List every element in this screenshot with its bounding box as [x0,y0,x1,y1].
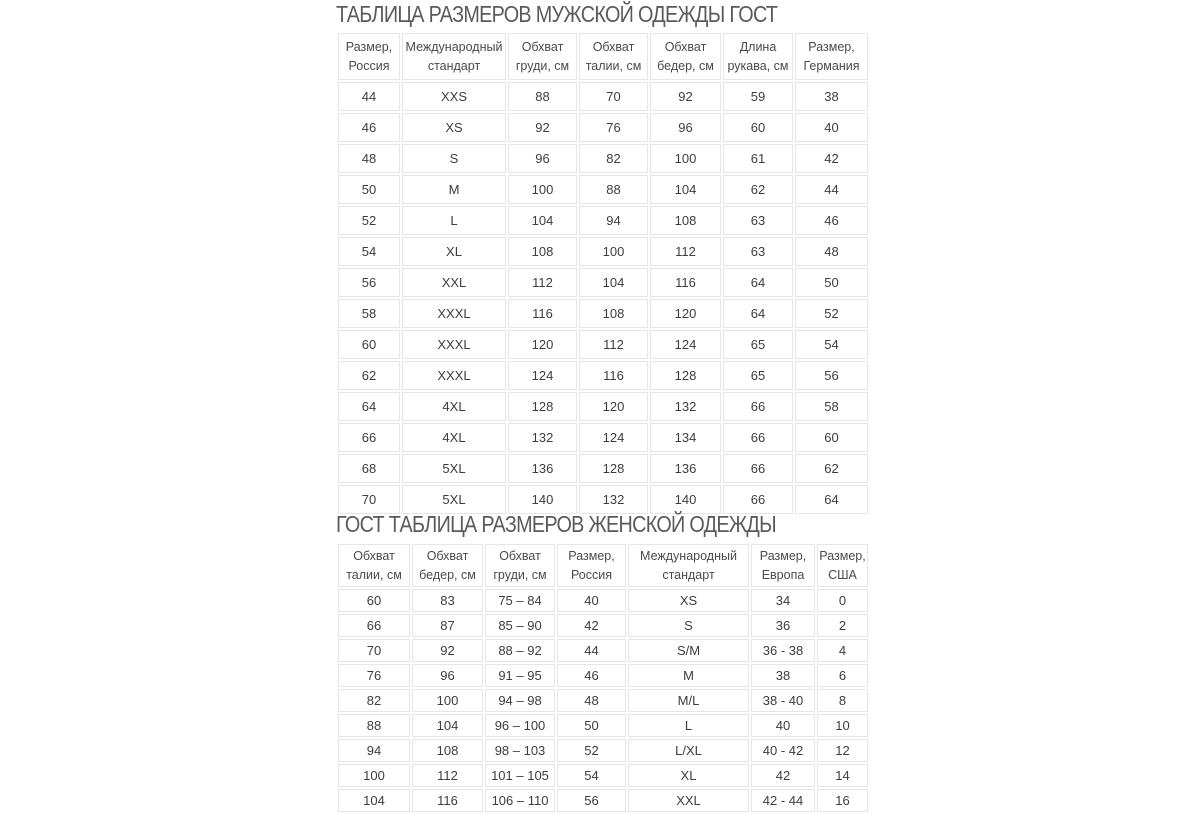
table-cell: 82 [338,689,410,712]
table-cell: 83 [412,589,483,612]
table-cell: 112 [508,268,577,297]
table-cell: S/M [628,639,749,662]
table-cell: 56 [557,789,626,812]
table-cell: 66 [338,423,400,452]
header-line: талии, см [585,58,642,73]
table-cell: 92 [412,639,483,662]
header-line: Длина [739,39,777,54]
table-cell: 44 [338,82,400,111]
table-cell: 12 [817,739,868,762]
table-cell: XXXL [402,299,506,328]
table-cell: XXL [628,789,749,812]
table-cell: 16 [817,789,868,812]
table-cell: 44 [557,639,626,662]
table-cell: 100 [650,144,721,173]
table-cell: 108 [508,237,577,266]
table-cell: 104 [579,268,648,297]
men-column-header [795,33,868,80]
header-line: рукава, см [727,58,789,73]
women-column-header [557,544,626,587]
table-cell: 50 [338,175,400,204]
table-cell: 42 [751,764,815,787]
table-row [338,330,868,359]
table-row [338,361,868,390]
header-line: Размер, [819,548,866,563]
table-cell: 112 [650,237,721,266]
table-row [338,392,868,421]
header-line: Европа [761,567,805,582]
men-column-header [579,33,648,80]
table-cell: 56 [338,268,400,297]
table-cell: 42 [795,144,868,173]
table-cell: 36 - 38 [751,639,815,662]
table-cell: 60 [338,589,410,612]
table-cell: 42 [557,614,626,637]
header-line: стандарт [662,567,715,582]
table-row [338,589,868,612]
table-cell: 48 [795,237,868,266]
table-cell: 140 [508,485,577,514]
women-column-header [751,544,815,587]
table-cell: 96 [412,664,483,687]
table-cell: 66 [723,423,793,452]
table-cell: 64 [723,268,793,297]
header-line: стандарт [427,58,481,73]
table-cell: 61 [723,144,793,173]
table-cell: 10 [817,714,868,737]
table-cell: 88 [338,714,410,737]
table-row [338,144,868,173]
women-column-header [485,544,555,587]
table-cell: 48 [557,689,626,712]
table-cell: 100 [508,175,577,204]
table-cell: 50 [557,714,626,737]
table-cell: 60 [723,113,793,142]
table-cell: 92 [508,113,577,142]
table-cell: 42 - 44 [751,789,815,812]
table-row [338,664,868,687]
table-cell: 112 [579,330,648,359]
header-line: Обхват [592,39,635,54]
table-cell: 104 [508,206,577,235]
table-cell: 124 [508,361,577,390]
table-cell: 6 [817,664,868,687]
table-cell: 116 [412,789,483,812]
table-cell: 70 [338,639,410,662]
men-header-row [338,33,868,80]
table-cell: S [628,614,749,637]
table-cell: 63 [723,237,793,266]
header-line: Россия [571,567,612,582]
table-cell: 76 [338,664,410,687]
table-cell: 8 [817,689,868,712]
table-cell: 52 [338,206,400,235]
table-cell: 132 [508,423,577,452]
table-cell: 116 [650,268,721,297]
men-column-header [723,33,793,80]
table-cell: XXS [402,82,506,111]
women-size-table-title: ГОСТ ТАБЛИЦА РАЗМЕРОВ ЖЕНСКОЙ ОДЕЖДЫ [336,511,776,537]
header-line: Размер, [568,548,615,563]
table-cell: 56 [795,361,868,390]
table-cell: 4 [817,639,868,662]
table-cell: 140 [650,485,721,514]
header-line: Обхват [499,548,541,563]
table-cell: 66 [338,614,410,637]
table-cell: 108 [650,206,721,235]
table-cell: 136 [650,454,721,483]
table-cell: 134 [650,423,721,452]
header-line: Международный [640,548,737,563]
table-cell: 64 [338,392,400,421]
men-column-header [402,33,506,80]
table-row [338,206,868,235]
header-line: бедер, см [657,58,714,73]
table-cell: 91 – 95 [485,664,555,687]
table-cell: 40 [557,589,626,612]
header-line: Размер, [808,39,855,54]
table-cell: 120 [579,392,648,421]
table-cell: 96 [650,113,721,142]
table-cell: 104 [412,714,483,737]
table-cell: L [628,714,749,737]
table-cell: 59 [723,82,793,111]
table-cell: 98 – 103 [485,739,555,762]
table-cell: 88 [579,175,648,204]
table-cell: 34 [751,589,815,612]
table-cell: 70 [338,485,400,514]
table-cell: 85 – 90 [485,614,555,637]
table-cell: 65 [723,330,793,359]
table-cell: 63 [723,206,793,235]
table-cell: 2 [817,614,868,637]
table-row [338,714,868,737]
table-cell: 54 [557,764,626,787]
table-row [338,614,868,637]
table-cell: 76 [579,113,648,142]
table-cell: 88 – 92 [485,639,555,662]
table-cell: 101 – 105 [485,764,555,787]
men-column-header [650,33,721,80]
table-cell: 94 [579,206,648,235]
table-cell: 50 [795,268,868,297]
men-column-header [338,33,400,80]
table-cell: 62 [338,361,400,390]
table-cell: 62 [795,454,868,483]
table-cell: 104 [650,175,721,204]
table-cell: 100 [579,237,648,266]
table-cell: XL [628,764,749,787]
table-cell: M [402,175,506,204]
table-row [338,423,868,452]
women-size-table [336,542,870,814]
table-cell: L/XL [628,739,749,762]
table-row [338,237,868,266]
table-cell: M [628,664,749,687]
table-cell: 36 [751,614,815,637]
table-cell: 54 [795,330,868,359]
table-cell: 0 [817,589,868,612]
table-cell: 64 [795,485,868,514]
table-cell: 64 [723,299,793,328]
table-cell: 46 [338,113,400,142]
table-cell: 58 [795,392,868,421]
table-cell: 112 [412,764,483,787]
header-line: Обхват [426,548,469,563]
table-cell: 96 – 100 [485,714,555,737]
table-cell: 52 [795,299,868,328]
table-cell: 136 [508,454,577,483]
women-column-header [338,544,410,587]
table-cell: 40 - 42 [751,739,815,762]
men-size-table [336,31,870,516]
table-cell: 40 [795,113,868,142]
table-row [338,764,868,787]
table-cell: 75 – 84 [485,589,555,612]
table-cell: 94 – 98 [485,689,555,712]
header-line: Германия [803,58,860,73]
table-cell: 100 [412,689,483,712]
header-line: Обхват [664,39,707,54]
table-cell: 94 [338,739,410,762]
header-line: груди, см [493,567,547,582]
table-cell: 52 [557,739,626,762]
table-cell: 38 [795,82,868,111]
table-cell: 54 [338,237,400,266]
table-row [338,82,868,111]
table-cell: XXL [402,268,506,297]
table-cell: M/L [628,689,749,712]
women-column-header [628,544,749,587]
table-cell: 4XL [402,392,506,421]
table-row [338,268,868,297]
table-cell: 40 [751,714,815,737]
table-cell: 108 [412,739,483,762]
table-cell: 46 [795,206,868,235]
table-cell: 88 [508,82,577,111]
table-cell: XS [628,589,749,612]
table-cell: 104 [338,789,410,812]
table-cell: 116 [579,361,648,390]
table-cell: 5XL [402,454,506,483]
table-cell: 48 [338,144,400,173]
table-cell: 108 [579,299,648,328]
table-row [338,689,868,712]
header-line: талии, см [346,567,402,582]
table-cell: 120 [508,330,577,359]
table-cell: 87 [412,614,483,637]
table-cell: 120 [650,299,721,328]
table-cell: 66 [723,392,793,421]
table-cell: 4XL [402,423,506,452]
table-row [338,454,868,483]
table-cell: XL [402,237,506,266]
men-size-table-title: ТАБЛИЦА РАЗМЕРОВ МУЖСКОЙ ОДЕЖДЫ ГОСТ [336,1,778,27]
table-row [338,639,868,662]
table-cell: S [402,144,506,173]
table-cell: 66 [723,485,793,514]
header-line: Размер, [759,548,807,563]
table-cell: 66 [723,454,793,483]
header-line: Размер, [345,39,393,54]
table-cell: 132 [650,392,721,421]
table-cell: 106 – 110 [485,789,555,812]
table-cell: 124 [650,330,721,359]
table-cell: 60 [795,423,868,452]
header-line: Россия [348,58,390,73]
table-cell: 68 [338,454,400,483]
women-header-row [338,544,868,587]
table-cell: 5XL [402,485,506,514]
table-cell: 14 [817,764,868,787]
table-cell: 58 [338,299,400,328]
table-cell: 38 [751,664,815,687]
table-cell: 82 [579,144,648,173]
table-row [338,299,868,328]
table-cell: 132 [579,485,648,514]
header-line: Обхват [521,39,564,54]
table-cell: 38 - 40 [751,689,815,712]
table-cell: 128 [650,361,721,390]
women-column-header [412,544,483,587]
table-cell: 46 [557,664,626,687]
header-line: бедер, см [419,567,476,582]
table-cell: 128 [508,392,577,421]
table-row [338,789,868,812]
table-row [338,175,868,204]
header-line: груди, см [515,58,570,73]
women-column-header [817,544,868,587]
table-cell: 70 [579,82,648,111]
table-cell: 124 [579,423,648,452]
table-cell: 92 [650,82,721,111]
table-cell: 60 [338,330,400,359]
table-cell: 100 [338,764,410,787]
table-cell: XXXL [402,330,506,359]
header-line: Международный [405,39,503,54]
table-cell: 96 [508,144,577,173]
table-cell: 65 [723,361,793,390]
table-cell: 128 [579,454,648,483]
table-cell: L [402,206,506,235]
header-line: США [828,567,857,582]
table-cell: XXXL [402,361,506,390]
table-cell: XS [402,113,506,142]
table-cell: 44 [795,175,868,204]
table-row [338,739,868,762]
table-cell: 62 [723,175,793,204]
table-row [338,113,868,142]
header-line: Обхват [353,548,395,563]
men-column-header [508,33,577,80]
table-cell: 116 [508,299,577,328]
